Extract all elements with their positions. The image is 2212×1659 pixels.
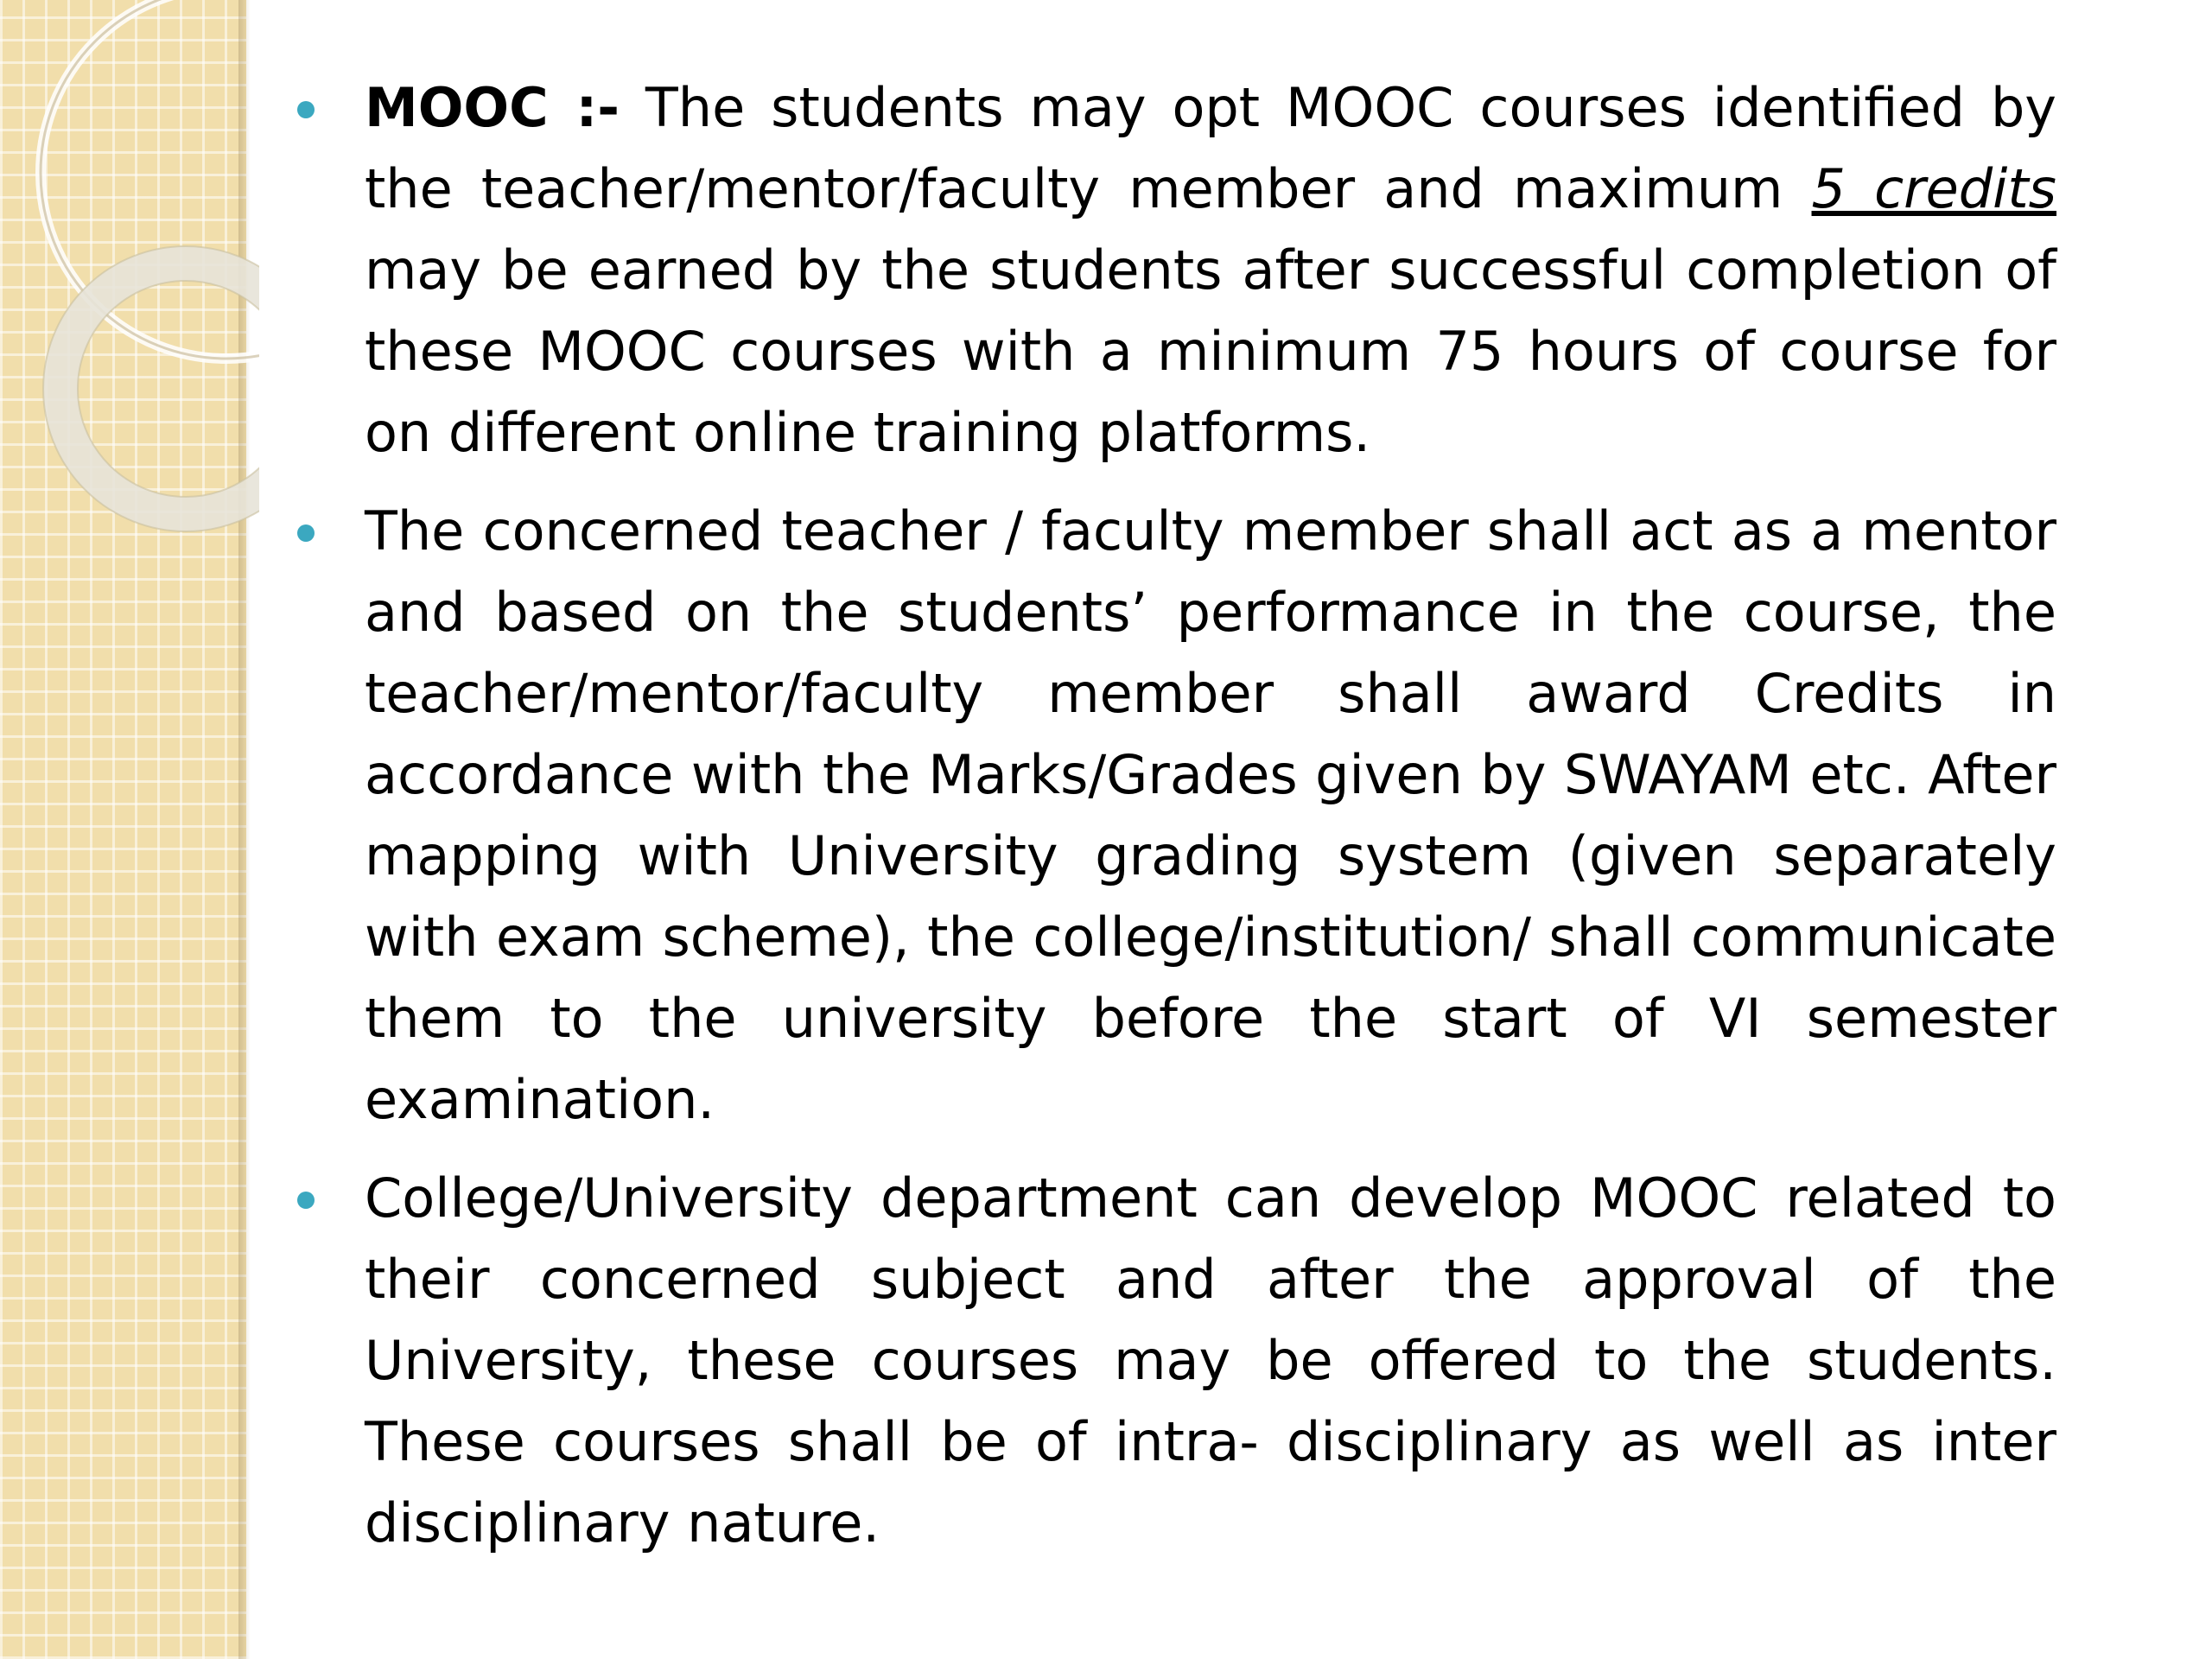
bullet-dot-icon [297,524,315,542]
bullet-dot-icon [297,101,315,118]
bullet-item-mooc [285,67,2056,474]
bullet-dot-icon [297,1192,315,1209]
decorative-rings [0,0,259,605]
bullet-list [285,67,2056,1564]
bullet-text: The students may opt MOOC courses identified by the teacher/mentor/faculty member and maximum [365,76,2056,220]
slide-content [285,67,2056,1581]
credits-emphasis: 5 credits [1811,157,2056,220]
bullet-text: The concerned teacher / faculty member shall act as a mentor and based on the students’ performance in the course, the teacher/mentor/faculty member shall award Credits in accordance with the Marks/Grades given by SWAYAM etc. After mapping with University grading system (given separately with exam scheme), the college/institution/ shall communicate them to the university before the start of VI semester examination. [365,499,2056,1131]
small-ring [60,264,259,514]
bullet-item-develop [285,1158,2056,1564]
bullet-item-mentor [285,491,2056,1141]
bullet-text: College/University department can develop MOOC related to their concerned subject and after the approval of the University, these courses may be offered to the students. These courses shall be of intra- disciplinary as well as inter disciplinary nature. [365,1166,2056,1554]
bullet-text: may be earned by the students after successful completion of these MOOC courses with a minimum 75 hours of course for on different online training platforms. [365,238,2056,464]
mooc-term: MOOC :- [365,76,620,139]
